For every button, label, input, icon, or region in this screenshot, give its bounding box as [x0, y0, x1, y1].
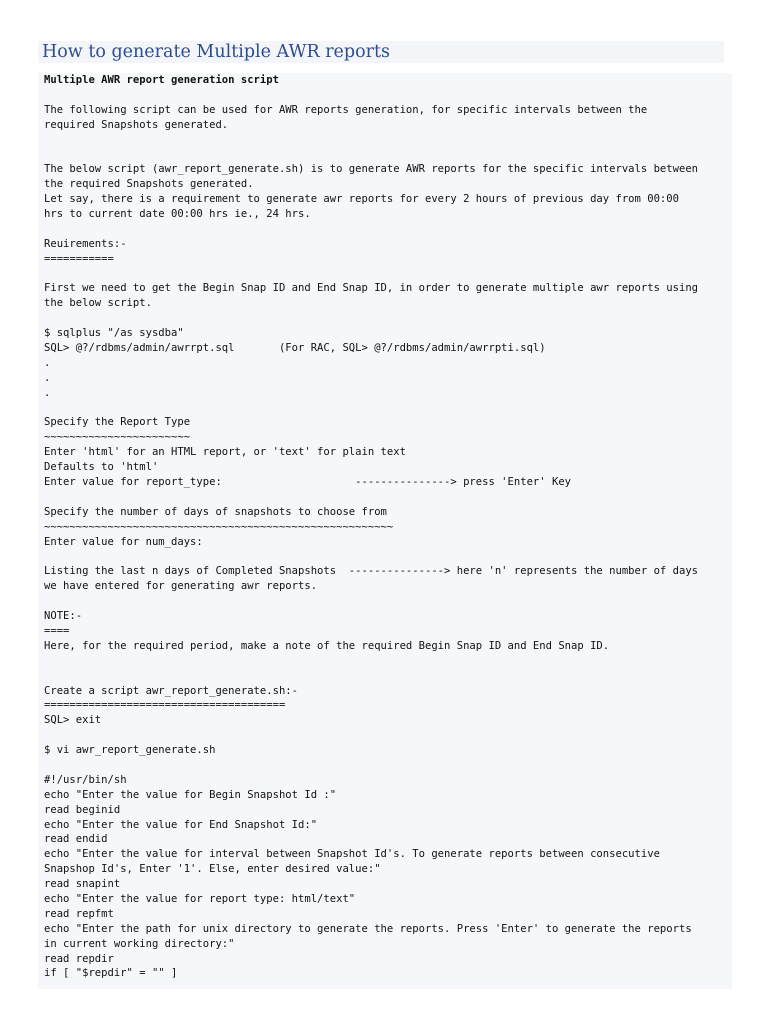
code-line [44, 490, 732, 505]
code-line: $ sqlplus "/as sysdba" [44, 327, 184, 340]
code-line: . [44, 371, 51, 384]
code-line: echo "Enter the value for interval between Snapshot Id's. To generate reports between consecutive [44, 848, 660, 861]
code-line: Reuirements:- [44, 237, 127, 250]
code-line: echo "Enter the value for Begin Snapshot Id :" [44, 788, 337, 801]
code-line: Listing the last n days of Completed Snapshots ---------------> here 'n' represents the number of days [44, 565, 699, 578]
code-line [44, 758, 732, 773]
code-line: echo "Enter the value for End Snapshot Id:" [44, 818, 318, 831]
code-line: Specify the Report Type [44, 416, 191, 429]
code-line [44, 401, 732, 416]
code-line: Specify the number of days of snapshots to choose from [44, 505, 387, 518]
code-line: in current working directory:" [44, 937, 235, 950]
code-line [44, 728, 732, 743]
code-line: Enter value for report_type: ---------------> press 'Enter' Key [44, 476, 572, 489]
code-line: Let say, there is a requirement to generate awr reports for every 2 hours of previous day from 00:00 [44, 193, 679, 206]
code-line: we have entered for generating awr reports. [44, 580, 318, 593]
code-line: SQL> @?/rdbms/admin/awrrpt.sql (For RAC, SQL> @?/rdbms/admin/awrrpti.sql) [44, 342, 546, 355]
code-line [44, 550, 732, 565]
code-line: ~~~~~~~~~~~~~~~~~~~~~~~ [44, 431, 191, 444]
code-line: Here, for the required period, make a note of the required Begin Snap ID and End Snap ID. [44, 639, 610, 652]
code-line: echo "Enter the value for report type: html/text" [44, 892, 356, 905]
code-line [44, 133, 732, 148]
code-line: if [ "$repdir" = "" ] [44, 967, 178, 980]
code-line: . [44, 386, 51, 399]
code-line: First we need to get the Begin Snap ID and End Snap ID, in order to generate multiple awr reports using [44, 282, 699, 295]
code-line: . [44, 356, 51, 369]
code-line: echo "Enter the path for unix directory to generate the reports. Press 'Enter' to generate the reports [44, 922, 692, 935]
code-line: read endid [44, 833, 108, 846]
code-line [44, 222, 732, 237]
code-line: read repfmt [44, 907, 114, 920]
code-line [44, 88, 732, 103]
code-line [44, 267, 732, 282]
code-line: #!/usr/bin/sh [44, 773, 127, 786]
code-line: required Snapshots generated. [44, 118, 229, 131]
code-line: Snapshop Id's, Enter '1'. Else, enter desired value:" [44, 863, 381, 876]
code-line: The following script can be used for AWR reports generation, for specific intervals between the [44, 103, 648, 116]
code-line: ====================================== [44, 699, 286, 712]
code-line: Create a script awr_report_generate.sh:- [44, 684, 298, 697]
code-line: Enter 'html' for an HTML report, or 'text' for plain text [44, 446, 406, 459]
code-line: Defaults to 'html' [44, 461, 159, 474]
code-line: read repdir [44, 952, 114, 965]
code-line: =========== [44, 252, 114, 265]
code-line: SQL> exit [44, 714, 102, 727]
code-line: read snapint [44, 878, 121, 891]
code-line: the below script. [44, 297, 152, 310]
code-line [44, 654, 732, 669]
code-line: ~~~~~~~~~~~~~~~~~~~~~~~~~~~~~~~~~~~~~~~~~~~~~~~~~~~~~~~ [44, 520, 394, 533]
script-heading: Multiple AWR report generation script [44, 74, 279, 86]
code-line: ==== [44, 624, 70, 637]
code-line: Enter value for num_days: [44, 535, 203, 548]
title-bar [38, 41, 724, 63]
code-line [44, 594, 732, 609]
code-line: read beginid [44, 803, 121, 816]
script-lines [44, 73, 732, 981]
code-line [44, 147, 732, 162]
code-line: NOTE:- [44, 610, 83, 623]
code-line: The below script (awr_report_generate.sh) is to generate AWR reports for the specific intervals between [44, 163, 699, 176]
code-line: $ vi awr_report_generate.sh [44, 744, 216, 757]
code-line: hrs to current date 00:00 hrs ie., 24 hrs. [44, 208, 311, 221]
code-line [44, 311, 732, 326]
code-line: the required Snapshots generated. [44, 178, 254, 191]
script-code-block [38, 73, 732, 989]
page-title: How to generate Multiple AWR reports [42, 42, 391, 62]
code-line [44, 669, 732, 684]
